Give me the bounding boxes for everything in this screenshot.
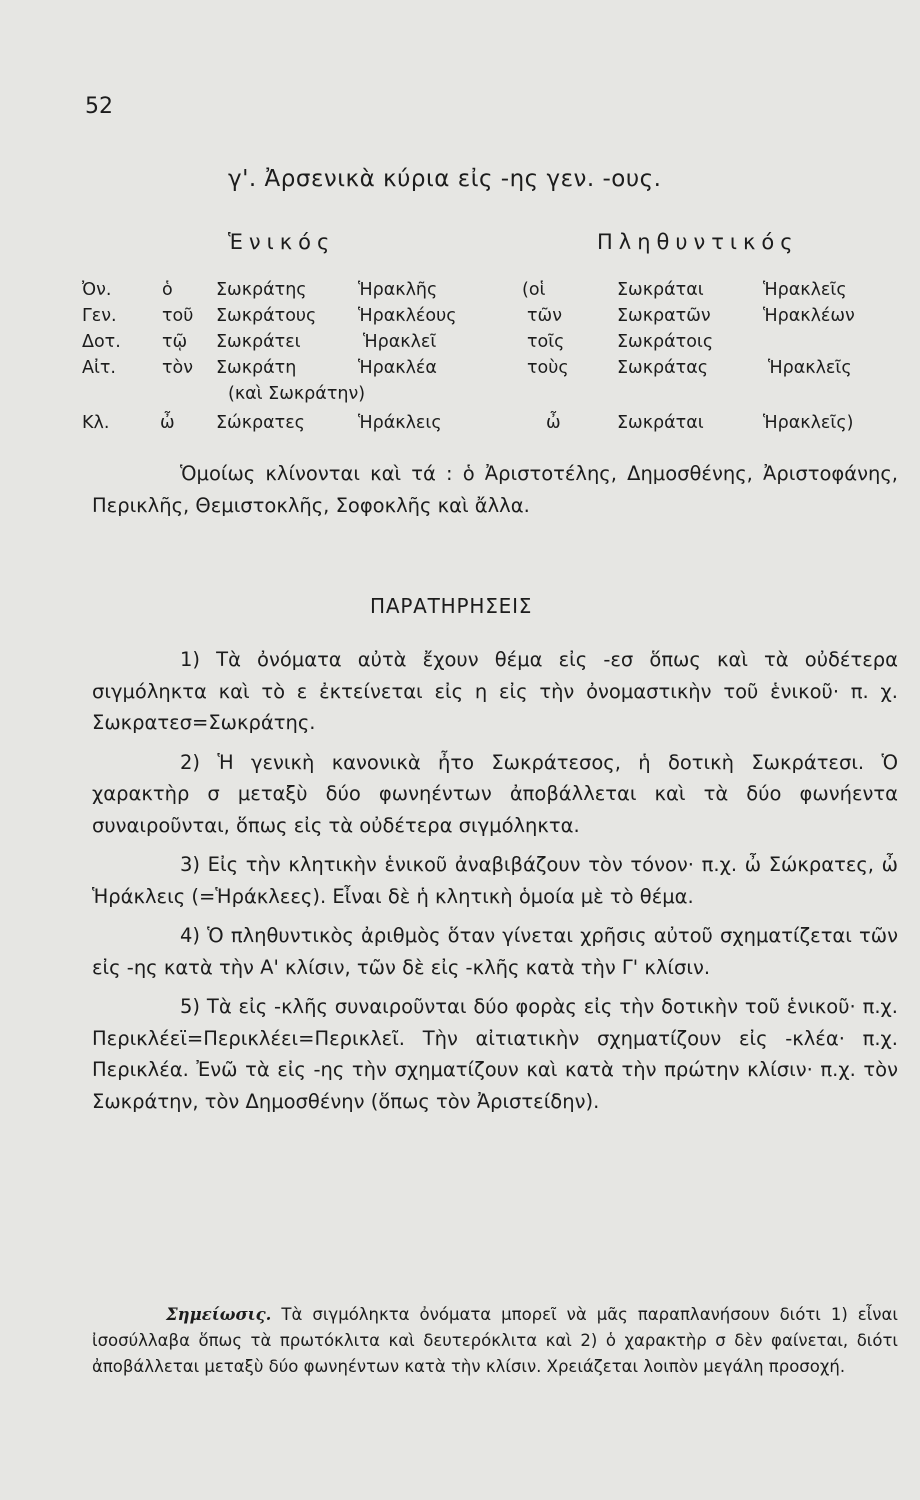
word-singular: Ἡρακλεῖ	[363, 332, 437, 352]
case-label: Κλ.	[82, 413, 110, 433]
word-plural: Σωκράτας	[617, 358, 709, 378]
word-plural: Ἡρακλεῖς	[763, 280, 847, 300]
paragraph-text: Ὁμοίως κλίνονται καὶ τά : ὁ Ἀριστοτέλης, Δημοσθένης, Ἀριστοφάνης, Περικλῆς, Θεμιστοκλῆς, Σοφοκλῆς καὶ ἄλλα.	[92, 462, 898, 517]
article-plural: (οἱ	[522, 280, 546, 300]
remark-item: 5) Τὰ εἰς -κλῆς συναιροῦνται δύο φορὰς εἰς τὴν δοτικὴν τοῦ ἑνικοῦ· π.χ. Περικλέεϊ=Περικλέει=Περικλεῖ. Τὴν αἰτιατικὴν σχηματίζουν εἰς -κλέα· π.χ. Περικλέα. Ἐνῶ τὰ εἰς -ης τὴν σχηματίζουν καὶ κατὰ τὴν πρώτην κλίσιν· π.χ. τὸν Σωκράτην, τὸν Δημοσθένην (ὅπως τὸν Ἀριστείδην).	[92, 995, 898, 1113]
word-singular: Ἡρακλέα	[358, 358, 437, 378]
word-plural: Σωκράτοις	[617, 332, 714, 352]
page-number: 52	[85, 94, 113, 119]
word-plural: Ἡρακλεῖς)	[763, 413, 854, 433]
article-singular: τὸν	[162, 358, 194, 378]
word-singular: Σωκράτους	[216, 306, 317, 326]
word-plural: Σωκρατῶν	[617, 306, 711, 326]
word-plural: Σωκράται	[617, 280, 704, 300]
similar-words-paragraph	[92, 458, 898, 529]
remarks-heading: ΠΑΡΑΤΗΡΗΣΕΙΣ	[370, 594, 533, 618]
article-singular: τῷ	[162, 332, 188, 352]
remark-item: 1) Τὰ ὀνόματα αὐτὰ ἔχουν θέμα εἰς -εσ ὅπως καὶ τὰ οὐδέτερα σιγμόληκτα καὶ τὸ ε ἐκτείνεται εἰς η εἰς τὴν ὀνομαστικὴν τοῦ ἑνικοῦ· π. χ. Σωκρατεσ=Σωκράτης.	[92, 648, 898, 734]
case-label: Αἰτ.	[82, 358, 116, 378]
section-title: γ'. Ἀρσενικὰ κύρια εἰς -ης γεν. -ους.	[228, 166, 662, 192]
case-label: Δοτ.	[82, 332, 121, 352]
case-label: Ὀν.	[82, 280, 112, 300]
article-plural: τῶν	[527, 306, 562, 326]
footnote	[92, 1302, 898, 1380]
word-plural: Σωκράται	[617, 413, 704, 433]
remark-item: 4) Ὁ πληθυντικὸς ἀριθμὸς ὅταν γίνεται χρῆσις αὐτοῦ σχηματίζεται τῶν εἰς -ης κατὰ τὴν Α' κλίσιν, τῶν δὲ εἰς -κλῆς κατὰ τὴν Γ' κλίσιν.	[92, 924, 898, 979]
word-singular: Σωκράτης	[216, 280, 307, 300]
alternate-form: (καὶ Σωκράτην)	[228, 384, 366, 404]
word-singular: Σωκράτη	[216, 358, 297, 378]
article-plural: τοῖς	[527, 332, 565, 352]
remark-item: 3) Εἰς τὴν κλητικὴν ἑνικοῦ ἀναβιβάζουν τὸν τόνον· π.χ. ὦ Σώκρατες, ὦ Ἡράκλεις (=Ἡράκλεες). Εἶναι δὲ ἡ κλητικὴ ὁμοία μὲ τὸ θέμα.	[92, 853, 898, 908]
word-singular: Ἡράκλεις	[358, 413, 442, 433]
note-text: Τὰ σιγμόληκτα ὀνόματα μπορεῖ νὰ μᾶς παραπλανήσουν διότι 1) εἶναι ἰσοσύλλαβα ὅπως τὰ πρωτόκλιτα καὶ δευτερόκλιτα καὶ 2) ὁ χαρακτὴρ σ δὲν φαίνεται, διότι ἀποβάλλεται μεταξὺ δύο φωνηέντων κατὰ τὴν κλίσιν. Χρειάζεται λοιπὸν μεγάλη προσοχή.	[92, 1305, 898, 1376]
article-singular: ὁ	[162, 280, 173, 300]
case-label: Γεν.	[82, 306, 117, 326]
word-singular: Ἡρακλῆς	[358, 280, 438, 300]
word-plural: Ἡρακλέων	[763, 306, 855, 326]
article-singular: ὦ	[160, 413, 175, 433]
article-plural: ὦ	[546, 413, 561, 433]
article-plural: τοὺς	[527, 358, 569, 378]
article-singular: τοῦ	[162, 306, 194, 326]
singular-header: Ἑνικός	[228, 230, 336, 254]
word-singular: Ἡρακλέους	[358, 306, 457, 326]
note-label: Σημείωσις.	[166, 1305, 272, 1324]
remarks-list	[92, 644, 898, 1125]
remark-item: 2) Ἡ γενικὴ κανονικὰ ἦτο Σωκράτεσος, ἡ δοτικὴ Σωκράτεσι. Ὁ χαρακτὴρ σ μεταξὺ δύο φωνηέντων ἀποβάλλεται καὶ τὰ δύο φωνήεντα συναιροῦνται, ὅπως εἰς τὰ οὐδέτερα σιγμόληκτα.	[92, 750, 898, 837]
word-plural: Ἡρακλεῖς	[768, 358, 852, 378]
plural-header: Πληθυντικός	[597, 230, 799, 254]
word-singular: Σώκρατες	[216, 413, 305, 433]
word-singular: Σωκράτει	[216, 332, 301, 352]
